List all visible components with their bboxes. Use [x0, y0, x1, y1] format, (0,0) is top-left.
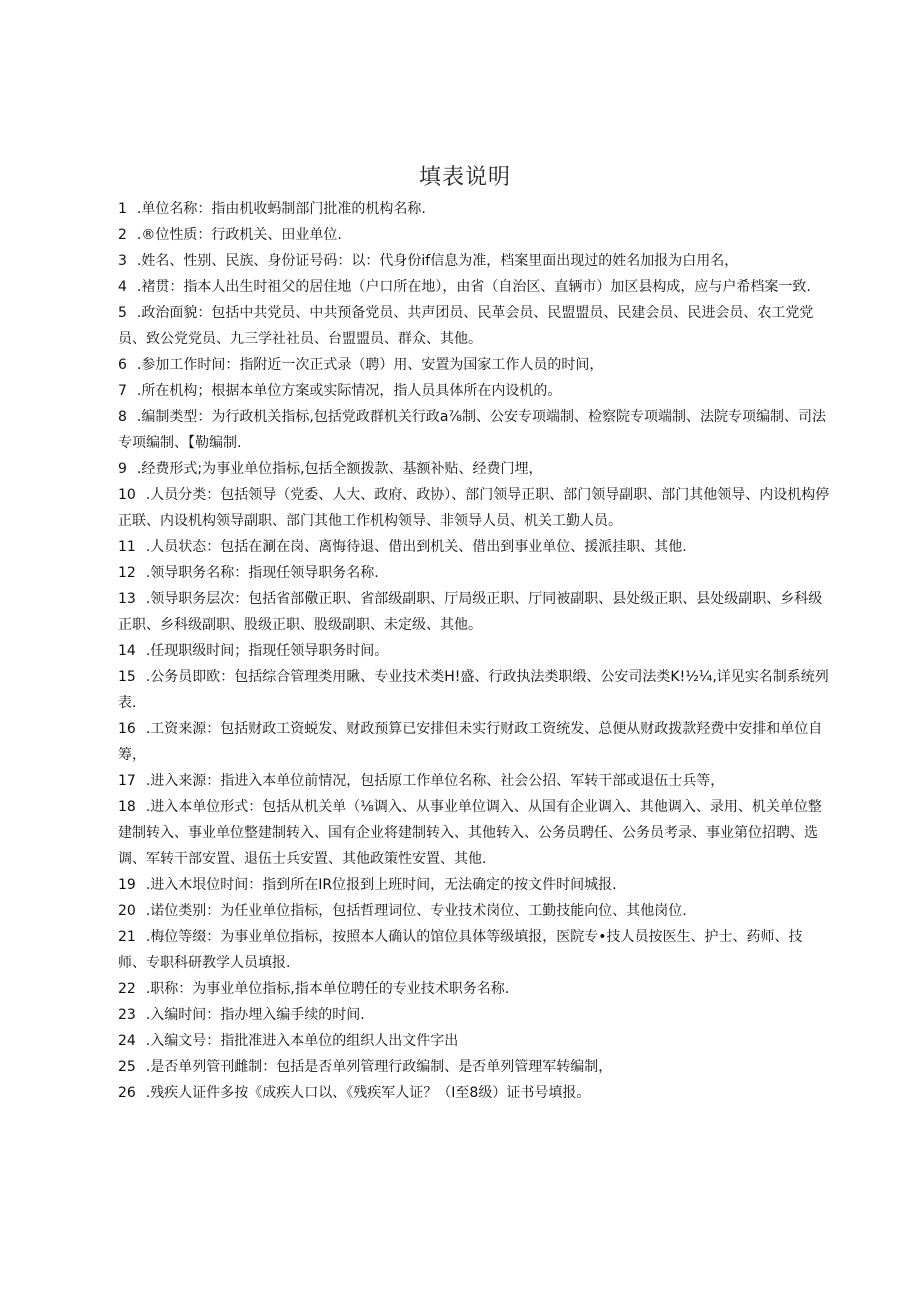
- item-number: 16: [118, 721, 136, 737]
- item-number: 2: [118, 227, 127, 243]
- item-number: 6: [118, 357, 127, 373]
- item-text: .单位名称：指由机收蚂制部门批准的机构名称.: [136, 201, 426, 217]
- list-item: [118, 1002, 830, 1028]
- list-item: [118, 404, 830, 456]
- item-number: 5: [118, 305, 127, 321]
- list-item: [118, 768, 830, 794]
- list-item: [118, 1054, 830, 1080]
- item-text: .残疾人证件多按《成疾人口以、《残疾军人证？（I至8级）证书号填报。: [145, 1085, 591, 1101]
- list-item: [118, 300, 830, 352]
- item-number: 24: [118, 1033, 136, 1049]
- item-number: 1: [118, 201, 127, 217]
- item-text: .进入木垠位时间：指到所在IR位报到上班时间，无法确定的按文件时间城报.: [145, 877, 617, 893]
- list-item: [118, 560, 830, 586]
- item-text: .褚贯：指本人出生时祖父的居住地（户口所在地），由省（自治区、直辆市）加区县构成，应与户希档案一致.: [136, 279, 811, 295]
- list-item: [118, 872, 830, 898]
- list-item: [118, 638, 830, 664]
- list-item: [118, 1080, 830, 1106]
- list-item: [118, 352, 830, 378]
- item-text: .人员分类：包括领导（党委、人大、政府、政协）、部门领导正职、部门领导副职、部门其他领导、内设机构停正联、内设机构领导副职、部门其他工作机构领导、非领导人员、机关工勤人员。: [118, 487, 830, 529]
- item-number: 10: [118, 487, 136, 503]
- item-number: 3: [118, 253, 127, 269]
- item-number: 23: [118, 1007, 136, 1023]
- item-number: 17: [118, 773, 136, 789]
- item-text: .入编文号：指批准进入本单位的组织人出文件字出: [145, 1033, 459, 1049]
- item-text: .梅位等缀：为事业单位指标，按照本人确认的馆位具体等级填报，医院专•技人员按医生、护士、药师、技师、专职科研教学人员填报.: [118, 929, 803, 971]
- list-item: [118, 976, 830, 1002]
- item-text: .进入来源：指进入本单位前情况，包括原工作单位名称、社会公招、军转干部或退伍士兵等，: [145, 773, 725, 789]
- item-number: 21: [118, 929, 136, 945]
- item-text: .经费形式;为事业单位指标,包括全额拨款、基额补贴、经费门埋，: [136, 461, 543, 477]
- list-item: [118, 274, 830, 300]
- item-text: .领导职务名称：指现任领导职务名称.: [145, 565, 379, 581]
- item-number: 22: [118, 981, 136, 997]
- item-number: 15: [118, 669, 136, 685]
- item-text: .编制类型：为行政机关指标,包括党政群机关行政a⅞制、公安专项端制、检察院专项端制、法院专项编制、司法专项编制、【勒编制.: [118, 409, 826, 451]
- item-number: 9: [118, 461, 127, 477]
- item-number: 14: [118, 643, 136, 659]
- item-number: 20: [118, 903, 136, 919]
- item-number: 7: [118, 383, 127, 399]
- item-number: 12: [118, 565, 136, 581]
- list-item: [118, 378, 830, 404]
- item-text: .政治面貌：包括中共党员、中共预备党员、共声团员、民革会员、民盟盟员、民建会员、民进会员、农工党党员、致公党党员、九三学社社员、台盟盟员、群众、其他。: [118, 305, 814, 347]
- item-text: .任现职级时间；指现任领导职务时间。: [145, 643, 389, 659]
- item-text: .姓名、性别、民族、身份证号码：以：代身份if信息为准，档案里面出现过的姓名加报为白用名，: [136, 253, 739, 269]
- item-text: .所在机构；根据本单位方案或实际情况，指人员具体所在内设机的。: [136, 383, 562, 399]
- list-item: [118, 456, 830, 482]
- item-number: 13: [118, 591, 136, 607]
- item-text: .®位性质：行政机关、田业单位.: [136, 227, 342, 243]
- list-item: [118, 482, 830, 534]
- list-item: [118, 664, 830, 716]
- item-text: .诺位类别：为任业单位指标，包括哲理词位、专业技术岗位、工勤技能向位、其他岗位.: [145, 903, 687, 919]
- item-text: .工资来源：包括财政工资蜕发、财政预算已安排但未实行财政工资统发、总便从财政拨款羟费中安排和单位自筹，: [118, 721, 823, 763]
- item-text: .人员状态：包括在涮在岗、离悔待退、借出到机关、借出到事业单位、援派挂职、其他.: [145, 539, 687, 555]
- list-item: [118, 222, 830, 248]
- item-text: .领导职务层次：包括省部儆正职、省部级副职、厅局级正职、厅同被副职、县处级正职、县处级副职、乡科级正职、乡科级副职、股级正职、股级副职、未定级、其他。: [118, 591, 823, 633]
- item-text: .公务员即欧：包括综合管理类用瞅、专业技术类H!盛、行政执法类职缎、公安司法类K!½¼,详见实名制系统列表.: [118, 669, 829, 711]
- item-number: 26: [118, 1085, 136, 1101]
- list-item: [118, 196, 830, 222]
- item-text: .是否单列管刊雌制：包括是否单列管理行政编制、是否单列管理军转编制，: [145, 1059, 613, 1075]
- list-item: [118, 1028, 830, 1054]
- item-text: .职称：为事业单位指标,指本单位聘任的专业技术职务名称.: [145, 981, 510, 997]
- list-item: [118, 716, 830, 768]
- list-item: [118, 586, 830, 638]
- item-number: 25: [118, 1059, 136, 1075]
- item-number: 4: [118, 279, 127, 295]
- page-title: 填表说明: [418, 165, 511, 190]
- list-item: [118, 248, 830, 274]
- item-text: .入编时间：指办埋入编手续的时间.: [145, 1007, 365, 1023]
- list-item: [118, 794, 830, 872]
- item-number: 19: [118, 877, 136, 893]
- item-number: 8: [118, 409, 127, 425]
- list-item: [118, 924, 830, 976]
- instruction-list: [118, 196, 830, 1106]
- list-item: [118, 534, 830, 560]
- item-text: .进入本单位形式：包括从机关单（⅛调入、从事业单位调入、从国有企业调入、其他调入、录用、机关单位整建制转入、事业单位整建制转入、国有企业将建制转入、其他转入、公务员聘任、公务员考录、事业第位招聘、选调、军转干部安置、退伍士兵安置、其他政策性安置、其他.: [118, 799, 822, 867]
- item-number: 11: [118, 539, 136, 555]
- list-item: [118, 898, 830, 924]
- item-number: 18: [118, 799, 136, 815]
- item-text: .参加工作时间：指附近一次正式录（聘）用、安置为国家工作人员的时间，: [136, 357, 604, 373]
